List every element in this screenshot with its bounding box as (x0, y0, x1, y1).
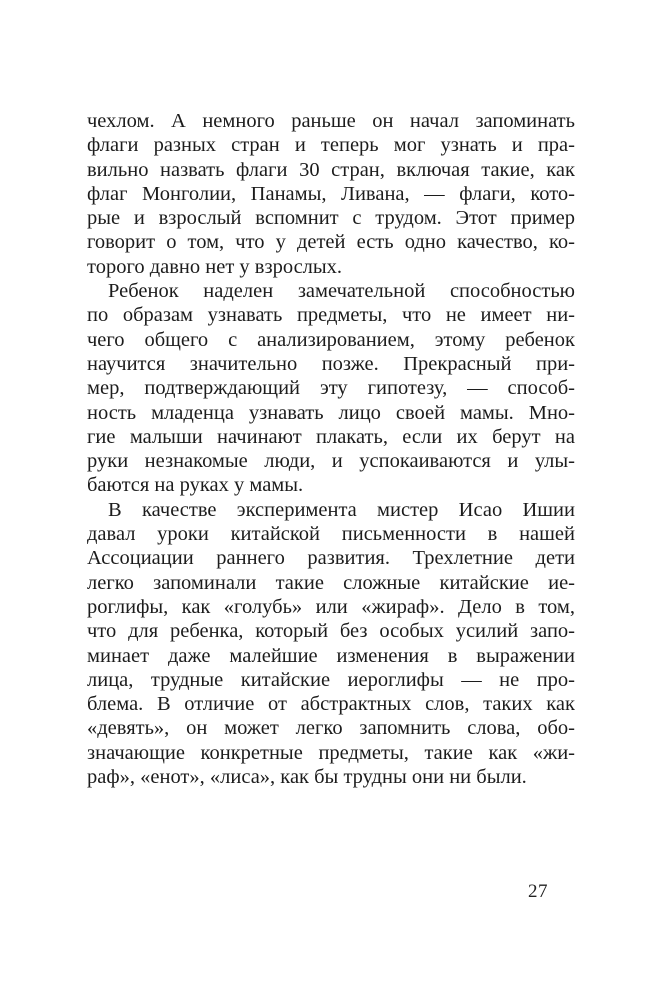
text-line: по образам узнавать предметы, что не имеет ни- (87, 304, 575, 327)
text-line: раф», «енот», «лиса», как бы трудны они ни были. (87, 766, 527, 789)
paragraph (87, 498, 575, 790)
text-line: говорит о том, что у детей есть одно качество, ко- (87, 231, 575, 254)
text-line: рые и взрослый вспомнит с трудом. Этот пример (87, 207, 575, 230)
text-line: гие малыши начинают плакать, если их берут на (87, 425, 575, 448)
text-line: чехлом. А немного раньше он начал запоминать (87, 110, 575, 132)
text-line: блема. В отличие от абстрактных слов, таких как (87, 693, 575, 716)
text-line: руки незнакомые люди, и успокаиваются и улы- (87, 450, 575, 473)
text-line: значающие конкретные предметы, такие как «жи- (87, 741, 575, 764)
text-line: флаги разных стран и теперь мог узнать и пра- (87, 134, 575, 157)
text-line: вильно назвать флаги 30 стран, включая такие, как (87, 158, 575, 181)
text-line: лица, трудные китайские иероглифы — не про- (87, 668, 575, 691)
text-line: минает даже малейшие изменения в выражении (87, 644, 575, 667)
text-line: мер, подтверждающий эту гипотезу, — способ- (87, 377, 575, 400)
text-line: ность младенца узнавать лицо своей мамы. Мно- (87, 401, 575, 424)
text-line: баются на руках у мамы. (87, 474, 304, 497)
text-line: чего общего с анализированием, этому ребенок (87, 328, 575, 351)
text-line: Ассоциации раннего развития. Трехлетние дети (87, 547, 575, 570)
paragraph (87, 109, 575, 279)
text-line: научится значительно позже. Прекрасный при- (87, 352, 575, 375)
text-line: давал уроки китайской письменности в нашей (87, 523, 575, 546)
text-line: флаг Монголии, Панамы, Ливана, — флаги, кото- (87, 182, 575, 205)
text-line: роглифы, как «голубь» или «жираф». Дело в том, (87, 595, 575, 618)
text-line: что для ребенка, который без особых усилий запо- (87, 620, 575, 643)
text-line: «девять», он может легко запомнить слова, обо- (87, 717, 575, 740)
text-line: В качестве эксперимента мистер Исао Ишии (108, 498, 575, 521)
text-line: торого давно нет у взрослых. (87, 255, 343, 278)
page-number: 27 (528, 881, 548, 902)
text-line: Ребенок наделен замечательной способностью (108, 280, 575, 303)
paragraph (87, 279, 575, 498)
text-line: легко запоминали такие сложные китайские ие- (87, 571, 575, 594)
page-text (87, 109, 575, 789)
